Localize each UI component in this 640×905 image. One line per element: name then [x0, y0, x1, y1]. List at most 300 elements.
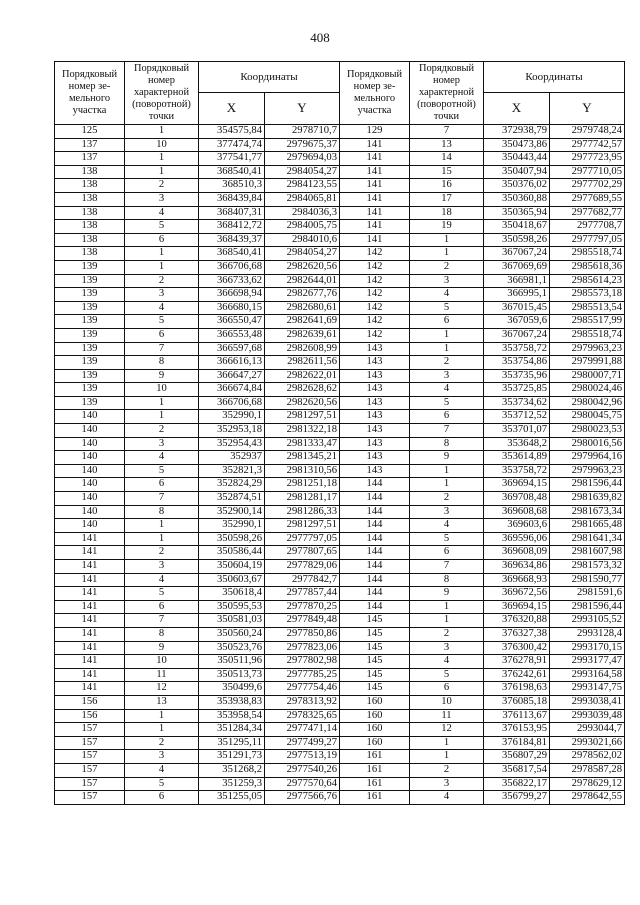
coord-y-cell: 2981333,47 — [265, 437, 340, 451]
coord-x-cell: 356822,17 — [484, 777, 550, 791]
coord-y-cell: 2977710,05 — [550, 165, 625, 179]
coord-y-cell: 2977689,55 — [550, 192, 625, 206]
coord-y-cell: 2978562,02 — [550, 750, 625, 764]
coord-x-cell: 376320,88 — [484, 614, 550, 628]
plot-number-cell: 145 — [340, 641, 410, 655]
coord-x-cell: 353734,62 — [484, 396, 550, 410]
point-number-cell: 1 — [125, 410, 199, 424]
coord-x-cell: 366706,68 — [199, 260, 265, 274]
coord-y-cell: 2982639,61 — [265, 328, 340, 342]
table-row — [55, 777, 625, 791]
coord-y-cell: 2977850,86 — [265, 627, 340, 641]
table-row — [55, 464, 625, 478]
coord-y-cell: 2979964,16 — [550, 451, 625, 465]
coord-x-cell: 366597,68 — [199, 342, 265, 356]
table-row — [55, 138, 625, 152]
coord-x-cell: 376327,38 — [484, 627, 550, 641]
coord-x-cell: 350511,96 — [199, 655, 265, 669]
table-row — [55, 709, 625, 723]
coord-x-cell: 350598,26 — [484, 233, 550, 247]
point-number-header: Порядковый номер характерной (поворотной) точки — [410, 62, 484, 125]
coord-y-cell: 2985573,18 — [550, 288, 625, 302]
point-number-cell: 16 — [410, 179, 484, 193]
point-number-cell: 9 — [125, 641, 199, 655]
plot-number-cell: 141 — [55, 600, 125, 614]
plot-number-cell: 139 — [55, 288, 125, 302]
point-number-cell: 10 — [125, 655, 199, 669]
coord-y-cell: 2984036,3 — [265, 206, 340, 220]
coord-y-cell: 2977785,25 — [265, 668, 340, 682]
point-number-cell: 2 — [410, 492, 484, 506]
point-number-cell: 1 — [125, 260, 199, 274]
point-number-cell: 7 — [125, 614, 199, 628]
coord-y-cell: 2977540,26 — [265, 763, 340, 777]
point-number-cell: 15 — [410, 165, 484, 179]
coord-x-cell: 353758,72 — [484, 464, 550, 478]
coord-y-cell: 2982680,61 — [265, 301, 340, 315]
coord-y-cell: 2979694,03 — [265, 152, 340, 166]
point-number-cell: 4 — [125, 451, 199, 465]
point-number-cell: 14 — [410, 152, 484, 166]
coord-y-cell: 2978587,28 — [550, 763, 625, 777]
plot-number-header: Порядковый номер зе-мельного участка — [340, 62, 410, 125]
coord-x-cell: 350604,19 — [199, 560, 265, 574]
coord-y-cell: 2981345,21 — [265, 451, 340, 465]
point-number-cell: 3 — [410, 641, 484, 655]
table-row — [55, 356, 625, 370]
coord-x-cell: 369603,6 — [484, 519, 550, 533]
coord-x-cell: 350443,44 — [484, 152, 550, 166]
point-number-cell: 1 — [125, 165, 199, 179]
plot-number-cell: 143 — [340, 437, 410, 451]
coord-x-cell: 350499,6 — [199, 682, 265, 696]
plot-number-cell: 140 — [55, 492, 125, 506]
plot-number-cell: 141 — [340, 206, 410, 220]
table-row — [55, 410, 625, 424]
point-number-cell: 1 — [125, 247, 199, 261]
plot-number-cell: 141 — [55, 682, 125, 696]
table-row — [55, 288, 625, 302]
coord-x-cell: 353758,72 — [484, 342, 550, 356]
point-number-cell: 4 — [125, 573, 199, 587]
point-number-cell: 7 — [410, 424, 484, 438]
plot-number-cell: 144 — [340, 505, 410, 519]
plot-number-cell: 141 — [55, 668, 125, 682]
plot-number-cell: 157 — [55, 750, 125, 764]
table-row — [55, 560, 625, 574]
coord-x-cell: 351268,2 — [199, 763, 265, 777]
coord-x-cell: 377541,77 — [199, 152, 265, 166]
coord-x-cell: 356817,54 — [484, 763, 550, 777]
coord-x-cell: 356807,29 — [484, 750, 550, 764]
coord-y-cell: 2980024,46 — [550, 383, 625, 397]
point-number-cell: 3 — [410, 777, 484, 791]
table-row — [55, 791, 625, 805]
point-number-cell: 6 — [410, 546, 484, 560]
coord-x-cell: 368407,31 — [199, 206, 265, 220]
table-row — [55, 668, 625, 682]
point-number-cell: 1 — [125, 152, 199, 166]
coord-y-cell: 2982620,56 — [265, 396, 340, 410]
plot-number-cell: 142 — [340, 247, 410, 261]
coord-x-cell: 367015,45 — [484, 301, 550, 315]
coord-x-cell: 366550,47 — [199, 315, 265, 329]
plot-number-cell: 138 — [55, 247, 125, 261]
table-row — [55, 192, 625, 206]
point-number-cell: 3 — [410, 505, 484, 519]
plot-number-cell: 143 — [340, 464, 410, 478]
coord-x-cell: 352990,1 — [199, 519, 265, 533]
coord-y-cell: 2977857,44 — [265, 587, 340, 601]
coord-x-cell: 350407,94 — [484, 165, 550, 179]
x-header: X — [199, 92, 265, 124]
table-row — [55, 682, 625, 696]
coord-x-cell: 368540,41 — [199, 165, 265, 179]
coord-x-cell: 366698,94 — [199, 288, 265, 302]
coord-x-cell: 368412,72 — [199, 220, 265, 234]
coord-x-cell: 376278,91 — [484, 655, 550, 669]
plot-number-cell: 139 — [55, 356, 125, 370]
point-number-cell: 1 — [125, 396, 199, 410]
plot-number-cell: 138 — [55, 165, 125, 179]
plot-number-cell: 145 — [340, 668, 410, 682]
point-number-cell: 4 — [410, 519, 484, 533]
coord-y-cell: 2981665,48 — [550, 519, 625, 533]
coord-y-cell: 2977797,05 — [265, 532, 340, 546]
point-number-cell: 3 — [410, 369, 484, 383]
plot-number-cell: 142 — [340, 315, 410, 329]
plot-number-cell: 142 — [340, 301, 410, 315]
coord-y-cell: 2984054,27 — [265, 165, 340, 179]
plot-number-cell: 139 — [55, 301, 125, 315]
point-number-cell: 2 — [125, 546, 199, 560]
point-number-cell: 5 — [125, 315, 199, 329]
coord-x-cell: 352953,18 — [199, 424, 265, 438]
plot-number-cell: 144 — [340, 560, 410, 574]
coord-x-cell: 351291,73 — [199, 750, 265, 764]
coord-y-cell: 2993021,66 — [550, 736, 625, 750]
table-row — [55, 301, 625, 315]
table-row — [55, 233, 625, 247]
plot-number-cell: 144 — [340, 546, 410, 560]
coord-x-cell: 369608,09 — [484, 546, 550, 560]
coord-x-cell: 352824,29 — [199, 478, 265, 492]
plot-number-cell: 160 — [340, 736, 410, 750]
table-row — [55, 532, 625, 546]
y-header: Y — [550, 92, 625, 124]
plot-number-cell: 140 — [55, 519, 125, 533]
plot-number-cell: 141 — [55, 587, 125, 601]
plot-number-cell: 141 — [55, 614, 125, 628]
coord-y-cell: 2981573,32 — [550, 560, 625, 574]
coord-y-cell: 2981590,77 — [550, 573, 625, 587]
coord-y-cell: 2980023,53 — [550, 424, 625, 438]
coord-y-cell: 2993039,48 — [550, 709, 625, 723]
coord-x-cell: 352900,14 — [199, 505, 265, 519]
point-number-cell: 10 — [410, 695, 484, 709]
point-number-cell: 4 — [410, 655, 484, 669]
point-number-cell: 4 — [125, 206, 199, 220]
point-number-cell: 6 — [125, 328, 199, 342]
coord-x-cell: 351295,11 — [199, 736, 265, 750]
point-number-cell: 5 — [410, 532, 484, 546]
coord-x-cell: 351284,34 — [199, 723, 265, 737]
coord-x-cell: 369694,15 — [484, 478, 550, 492]
coord-y-cell: 2977708,7 — [550, 220, 625, 234]
point-number-cell: 2 — [410, 356, 484, 370]
coord-y-cell: 2979748,24 — [550, 125, 625, 139]
coord-x-cell: 366733,62 — [199, 274, 265, 288]
coord-y-cell: 2985618,36 — [550, 260, 625, 274]
table-row — [55, 614, 625, 628]
table-row — [55, 424, 625, 438]
coord-x-cell: 372938,79 — [484, 125, 550, 139]
plot-number-cell: 138 — [55, 233, 125, 247]
point-number-cell: 7 — [125, 342, 199, 356]
coord-x-cell: 353701,07 — [484, 424, 550, 438]
coord-x-cell: 366553,48 — [199, 328, 265, 342]
coord-x-cell: 353754,86 — [484, 356, 550, 370]
plot-number-cell: 160 — [340, 695, 410, 709]
point-number-cell: 2 — [410, 260, 484, 274]
plot-number-cell: 137 — [55, 138, 125, 152]
plot-number-cell: 145 — [340, 655, 410, 669]
plot-number-cell: 143 — [340, 451, 410, 465]
table-row — [55, 247, 625, 261]
coord-y-cell: 2978642,55 — [550, 791, 625, 805]
coord-x-cell: 366981,1 — [484, 274, 550, 288]
table-row — [55, 723, 625, 737]
coord-x-cell: 353725,85 — [484, 383, 550, 397]
table-row — [55, 627, 625, 641]
point-number-cell: 8 — [410, 437, 484, 451]
point-number-cell: 7 — [410, 125, 484, 139]
plot-number-cell: 141 — [340, 138, 410, 152]
coord-y-cell: 2981673,34 — [550, 505, 625, 519]
plot-number-cell: 156 — [55, 709, 125, 723]
coord-y-cell: 2985614,23 — [550, 274, 625, 288]
coord-y-cell: 2977829,06 — [265, 560, 340, 574]
coord-x-cell: 366680,15 — [199, 301, 265, 315]
coord-x-cell: 350523,76 — [199, 641, 265, 655]
point-number-cell: 3 — [125, 750, 199, 764]
coord-x-cell: 350473,86 — [484, 138, 550, 152]
table-row — [55, 492, 625, 506]
table-row — [55, 600, 625, 614]
plot-number-cell: 157 — [55, 723, 125, 737]
point-number-cell: 9 — [410, 451, 484, 465]
coord-x-cell: 366647,27 — [199, 369, 265, 383]
coord-x-cell: 369694,15 — [484, 600, 550, 614]
coord-y-cell: 2984054,27 — [265, 247, 340, 261]
coord-x-cell: 350603,67 — [199, 573, 265, 587]
point-number-cell: 1 — [410, 328, 484, 342]
table-row — [55, 573, 625, 587]
coord-y-cell: 2985517,99 — [550, 315, 625, 329]
plot-number-cell: 139 — [55, 396, 125, 410]
plot-number-cell: 145 — [340, 682, 410, 696]
point-number-cell: 6 — [125, 791, 199, 805]
point-number-cell: 5 — [125, 777, 199, 791]
table-row — [55, 260, 625, 274]
plot-number-cell: 140 — [55, 410, 125, 424]
coord-x-cell: 352990,1 — [199, 410, 265, 424]
coord-y-cell: 2982622,01 — [265, 369, 340, 383]
point-number-cell: 1 — [410, 478, 484, 492]
point-number-cell: 1 — [125, 125, 199, 139]
coord-y-cell: 2981596,44 — [550, 600, 625, 614]
coord-x-cell: 353958,54 — [199, 709, 265, 723]
coord-x-cell: 367069,69 — [484, 260, 550, 274]
coord-y-cell: 2993177,47 — [550, 655, 625, 669]
coord-x-cell: 367059,6 — [484, 315, 550, 329]
coord-y-cell: 2977797,05 — [550, 233, 625, 247]
point-number-cell: 8 — [125, 356, 199, 370]
table-row — [55, 750, 625, 764]
point-number-cell: 2 — [125, 179, 199, 193]
plot-number-cell: 139 — [55, 260, 125, 274]
coord-x-cell: 350618,4 — [199, 587, 265, 601]
coord-x-cell: 369634,86 — [484, 560, 550, 574]
point-number-cell: 3 — [125, 288, 199, 302]
coord-x-cell: 356799,27 — [484, 791, 550, 805]
coord-y-cell: 2978313,92 — [265, 695, 340, 709]
coord-x-cell: 376184,81 — [484, 736, 550, 750]
plot-number-cell: 157 — [55, 763, 125, 777]
plot-number-cell: 141 — [340, 233, 410, 247]
coord-y-cell: 2993038,41 — [550, 695, 625, 709]
coord-x-cell: 350586,44 — [199, 546, 265, 560]
coord-y-cell: 2979675,37 — [265, 138, 340, 152]
coord-x-cell: 350513,73 — [199, 668, 265, 682]
plot-number-cell: 161 — [340, 791, 410, 805]
coord-y-cell: 2977849,48 — [265, 614, 340, 628]
coord-y-cell: 2982620,56 — [265, 260, 340, 274]
coord-x-cell: 351255,05 — [199, 791, 265, 805]
y-header: Y — [265, 92, 340, 124]
coord-y-cell: 2978629,12 — [550, 777, 625, 791]
coord-y-cell: 2977682,77 — [550, 206, 625, 220]
table-row — [55, 274, 625, 288]
coord-x-cell: 369668,93 — [484, 573, 550, 587]
point-number-cell: 3 — [410, 274, 484, 288]
point-number-cell: 1 — [410, 736, 484, 750]
table-row — [55, 587, 625, 601]
table-row — [55, 328, 625, 342]
point-number-cell: 5 — [410, 301, 484, 315]
plot-number-cell: 141 — [55, 655, 125, 669]
coord-x-cell: 376242,61 — [484, 668, 550, 682]
table-row — [55, 505, 625, 519]
coordinates-header: Координаты — [199, 62, 340, 93]
coord-y-cell: 2980016,56 — [550, 437, 625, 451]
plot-number-cell: 161 — [340, 777, 410, 791]
coord-y-cell: 2977566,76 — [265, 791, 340, 805]
table-header — [55, 62, 625, 125]
coord-y-cell: 2981607,98 — [550, 546, 625, 560]
coord-y-cell: 2977702,29 — [550, 179, 625, 193]
point-number-cell: 1 — [410, 750, 484, 764]
coordinates-table — [54, 61, 625, 805]
plot-number-cell: 143 — [340, 424, 410, 438]
point-number-cell: 19 — [410, 220, 484, 234]
plot-number-cell: 143 — [340, 342, 410, 356]
coord-x-cell: 350598,26 — [199, 532, 265, 546]
table-row — [55, 125, 625, 139]
coord-y-cell: 2985513,54 — [550, 301, 625, 315]
x-header: X — [484, 92, 550, 124]
coord-y-cell: 2980045,75 — [550, 410, 625, 424]
plot-number-cell: 141 — [55, 573, 125, 587]
coord-x-cell: 369672,56 — [484, 587, 550, 601]
plot-number-cell: 141 — [340, 220, 410, 234]
coord-y-cell: 2977742,57 — [550, 138, 625, 152]
coord-x-cell: 350365,94 — [484, 206, 550, 220]
table-row — [55, 396, 625, 410]
plot-number-header: Порядковый номер зе-мельного участка — [55, 62, 125, 125]
point-number-cell: 5 — [410, 668, 484, 682]
point-number-cell: 1 — [410, 600, 484, 614]
point-number-cell: 5 — [410, 396, 484, 410]
point-number-cell: 13 — [125, 695, 199, 709]
table-row — [55, 478, 625, 492]
coord-y-cell: 2981639,82 — [550, 492, 625, 506]
plot-number-cell: 142 — [340, 274, 410, 288]
point-number-cell: 8 — [125, 627, 199, 641]
point-number-cell: 2 — [410, 763, 484, 777]
coord-y-cell: 2981322,18 — [265, 424, 340, 438]
coord-x-cell: 366706,68 — [199, 396, 265, 410]
plot-number-cell: 144 — [340, 587, 410, 601]
plot-number-cell: 141 — [340, 165, 410, 179]
coord-x-cell: 376153,95 — [484, 723, 550, 737]
plot-number-cell: 144 — [340, 573, 410, 587]
coord-y-cell: 2977807,65 — [265, 546, 340, 560]
point-number-cell: 5 — [125, 464, 199, 478]
coord-x-cell: 366995,1 — [484, 288, 550, 302]
plot-number-cell: 141 — [55, 532, 125, 546]
plot-number-cell: 142 — [340, 288, 410, 302]
plot-number-cell: 139 — [55, 342, 125, 356]
table-row — [55, 179, 625, 193]
coord-y-cell: 2984010,6 — [265, 233, 340, 247]
plot-number-cell: 160 — [340, 709, 410, 723]
coord-y-cell: 2980042,96 — [550, 396, 625, 410]
coord-y-cell: 2981297,51 — [265, 410, 340, 424]
point-number-header: Порядковый номер характерной (поворотной) точки — [125, 62, 199, 125]
coord-y-cell: 2977802,98 — [265, 655, 340, 669]
point-number-cell: 13 — [410, 138, 484, 152]
coord-y-cell: 2993044,7 — [550, 723, 625, 737]
plot-number-cell: 144 — [340, 600, 410, 614]
plot-number-cell: 140 — [55, 478, 125, 492]
coord-y-cell: 2981286,33 — [265, 505, 340, 519]
plot-number-cell: 138 — [55, 206, 125, 220]
plot-number-cell: 129 — [340, 125, 410, 139]
point-number-cell: 18 — [410, 206, 484, 220]
plot-number-cell: 138 — [55, 192, 125, 206]
coord-y-cell: 2977823,06 — [265, 641, 340, 655]
coord-x-cell: 353938,83 — [199, 695, 265, 709]
coord-y-cell: 2981596,44 — [550, 478, 625, 492]
point-number-cell: 1 — [125, 723, 199, 737]
point-number-cell: 4 — [410, 791, 484, 805]
point-number-cell: 6 — [410, 682, 484, 696]
coord-y-cell: 2977513,19 — [265, 750, 340, 764]
point-number-cell: 5 — [125, 220, 199, 234]
plot-number-cell: 143 — [340, 356, 410, 370]
coord-y-cell: 2977471,14 — [265, 723, 340, 737]
